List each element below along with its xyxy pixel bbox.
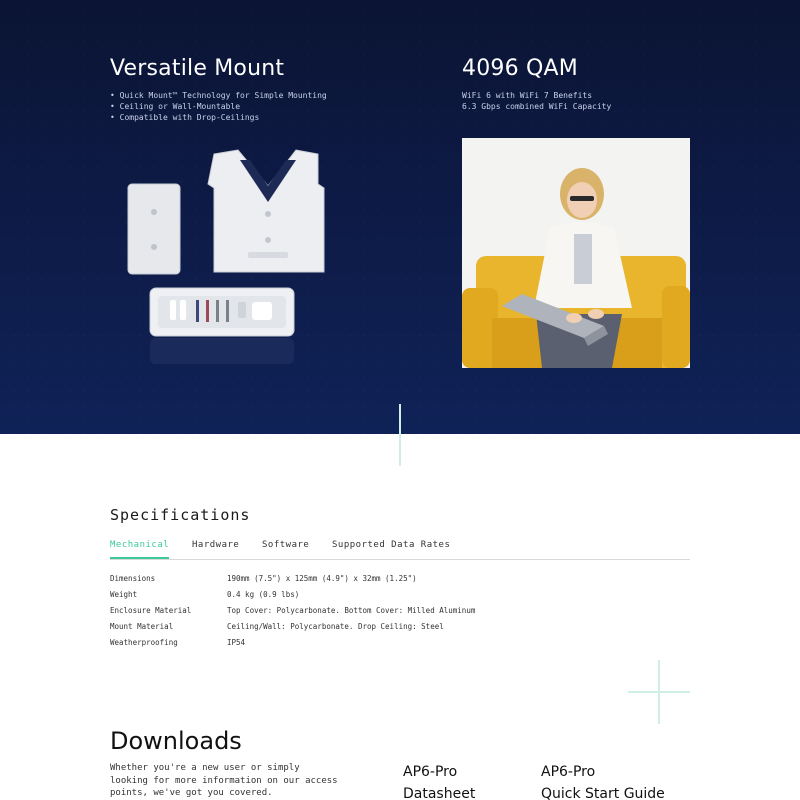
- spec-row-weatherproofing: [110, 638, 690, 654]
- spec-value: 190mm (7.5") x 125mm (4.9") x 32mm (1.25"): [227, 574, 417, 583]
- feature-item: WiFi 6 with WiFi 7 Benefits: [462, 91, 593, 100]
- spec-row-mount-material: [110, 622, 690, 638]
- download-line: AP6-Pro: [403, 764, 458, 780]
- download-line: AP6-Pro: [541, 764, 596, 780]
- spec-tabs: [110, 540, 690, 560]
- spec-table: [110, 574, 690, 654]
- download-datasheet-link[interactable]: [403, 761, 475, 800]
- spec-label: Enclosure Material: [110, 606, 192, 615]
- download-line: Quick Start Guide: [541, 786, 665, 800]
- feature-list-qam: [462, 90, 611, 112]
- mount-kit-image: [118, 142, 338, 372]
- download-line: Datasheet: [403, 786, 476, 800]
- specifications-title: Specifications: [110, 506, 251, 524]
- decor-cross-line: [399, 404, 401, 434]
- feature-list-mount: [110, 90, 327, 123]
- downloads-description: Whether you're a new user or simply looking for more information on our access points, we've got you covered.: [110, 763, 338, 798]
- downloads-title: Downloads: [110, 727, 242, 755]
- spec-row-enclosure: [110, 606, 690, 622]
- tab-hardware[interactable]: Hardware: [192, 540, 240, 550]
- spec-label: Weight: [110, 590, 138, 599]
- feature-item: 6.3 Gbps combined WiFi Capacity: [462, 102, 612, 111]
- feature-item: • Compatible with Drop-Ceilings: [110, 112, 327, 123]
- feature-item: • Ceiling or Wall-Mountable: [110, 101, 327, 112]
- woman-laptop-photo: [462, 138, 690, 368]
- spec-label: Weatherproofing: [110, 638, 178, 647]
- tab-supported-data-rates[interactable]: Supported Data Rates: [332, 540, 451, 550]
- decor-cross-line: [399, 434, 401, 466]
- feature-item: • Quick Mount™ Technology for Simple Mounting: [110, 90, 327, 101]
- feature-title-mount: Versatile Mount: [110, 56, 285, 81]
- spec-value: 0.4 kg (0.9 lbs): [227, 590, 300, 599]
- spec-value: Top Cover: Polycarbonate. Bottom Cover: Milled Aluminum: [227, 606, 476, 615]
- decor-cross-line: [628, 691, 690, 693]
- spec-value: IP54: [227, 638, 246, 647]
- spec-row-dimensions: [110, 574, 690, 590]
- tab-software[interactable]: Software: [262, 540, 310, 550]
- spec-value: Ceiling/Wall: Polycarbonate. Drop Ceiling: Steel: [227, 622, 444, 631]
- tab-mechanical[interactable]: Mechanical: [110, 540, 169, 559]
- spec-row-weight: [110, 590, 690, 606]
- download-quick-start-link[interactable]: [541, 761, 665, 800]
- spec-label: Dimensions: [110, 574, 156, 583]
- feature-title-qam: 4096 QAM: [462, 56, 578, 81]
- spec-label: Mount Material: [110, 622, 174, 631]
